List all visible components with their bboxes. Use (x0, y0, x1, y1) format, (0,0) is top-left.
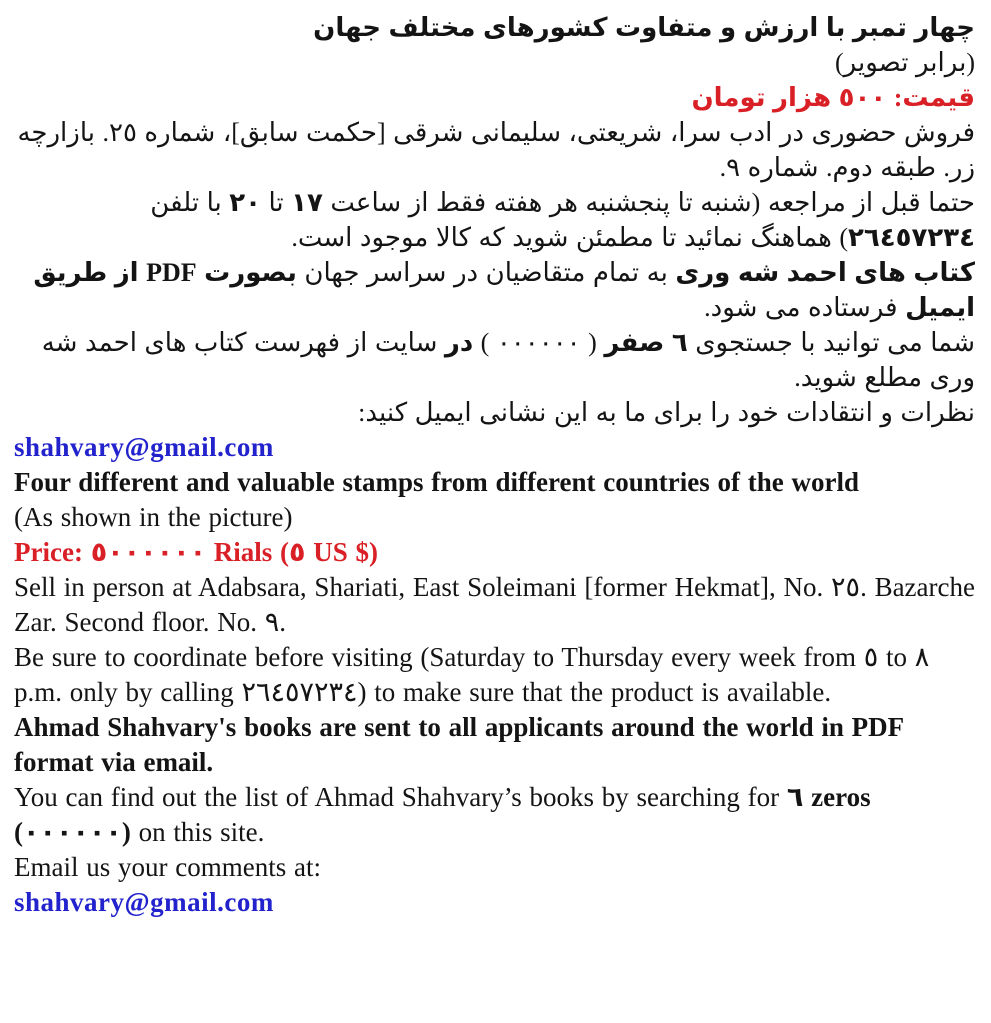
en-coordination-note (14, 640, 975, 710)
text-segment: ٦ zeros (٠٠٠٠٠٠) (14, 782, 871, 847)
fa-search-zeros (14, 325, 975, 395)
fa-address (14, 115, 975, 185)
text-segment: ١٧ (291, 188, 323, 217)
en-address (14, 570, 975, 640)
en-books-pdf (14, 710, 975, 780)
email-link[interactable]: shahvary@gmail.com (14, 887, 274, 917)
fa-as-picture (14, 45, 975, 80)
text-segment: فرستاده می شود. (704, 293, 906, 322)
text-segment: با تلفن (150, 188, 230, 217)
en-comments-note (14, 850, 975, 885)
text-segment: در (444, 328, 474, 357)
text-segment: (برابر تصویر) (834, 48, 975, 77)
text-segment: on this site. (130, 817, 265, 847)
document-body (14, 10, 975, 920)
text-segment: سایت از فهرست کتاب های احمد شه وری مطلع شوید. (41, 328, 975, 392)
text-segment: چهار تمبر با ارزش و متفاوت کشورهای مختلف جهان (313, 13, 975, 42)
text-segment: Ahmad Shahvary's books are sent to all applicants around the world in PDF format via email. (14, 712, 904, 777)
text-segment: بصورت PDF از طریق ایمیل (33, 258, 975, 322)
fa-comments-note (14, 395, 975, 430)
en-search-zeros (14, 780, 975, 850)
text-segment: قیمت: ٥٠٠ هزار تومان (691, 83, 975, 112)
text-segment: ٦ صفر (604, 328, 688, 357)
text-segment: Four different and valuable stamps from different countries of the world (14, 467, 859, 497)
fa-books-pdf (14, 255, 975, 325)
en-as-picture (14, 500, 975, 535)
fa-price-line (14, 80, 975, 115)
text-segment: تا (260, 188, 292, 217)
text-segment: Be sure to coordinate before visiting (Saturday to Thursday every week from ٥ to ٨ p.m. only by calling ٢٦٤٥٧٢٣٤) to make sure that the product is available. (14, 642, 930, 707)
text-segment: به تمام متقاضیان در سراسر جهان (296, 258, 676, 287)
text-segment: کتاب های احمد شه وری (675, 258, 975, 287)
email-link-top[interactable] (14, 430, 975, 465)
en-price-line (14, 535, 975, 570)
text-segment: ) هماهنگ نمائید تا مطمئن شوید که کالا موجود است. (291, 223, 849, 252)
fa-coordination-note (14, 185, 975, 255)
text-segment: Email us your comments at: (14, 852, 321, 882)
text-segment: ٢٠ (229, 188, 261, 217)
text-segment: Price: ٥٠٠٠٠٠٠ Rials (٥ US $) (14, 537, 379, 567)
en-title (14, 465, 975, 500)
email-link[interactable]: shahvary@gmail.com (14, 432, 274, 462)
text-segment: نظرات و انتقادات خود را برای ما به این نشانی ایمیل کنید: (358, 398, 975, 427)
text-segment: ٢٦٤٥٧٢٣٤ (848, 223, 975, 252)
text-segment: You can find out the list of Ahmad Shahvary’s books by searching for (14, 782, 787, 812)
text-segment: شما می توانید با جستجوی (687, 328, 975, 357)
text-segment: ( ٠٠٠٠٠٠ ) (473, 328, 605, 357)
text-segment: حتما قبل از مراجعه (شنبه تا پنجشنبه هر هفته فقط از ساعت (322, 188, 975, 217)
text-segment: Sell in person at Adabsara, Shariati, East Soleimani [former Hekmat], No. ٢٥. Bazarche Zar. Second floor. No. ٩. (14, 572, 975, 637)
fa-title (14, 10, 975, 45)
text-segment: فروش حضوری در ادب سرا، شریعتی، سلیمانی شرقی [حکمت سابق]، شماره ٢٥. بازارچه زر. طبقه دوم. شماره ٩. (17, 118, 975, 182)
email-link-bottom[interactable] (14, 885, 975, 920)
text-segment: (As shown in the picture) (14, 502, 293, 532)
